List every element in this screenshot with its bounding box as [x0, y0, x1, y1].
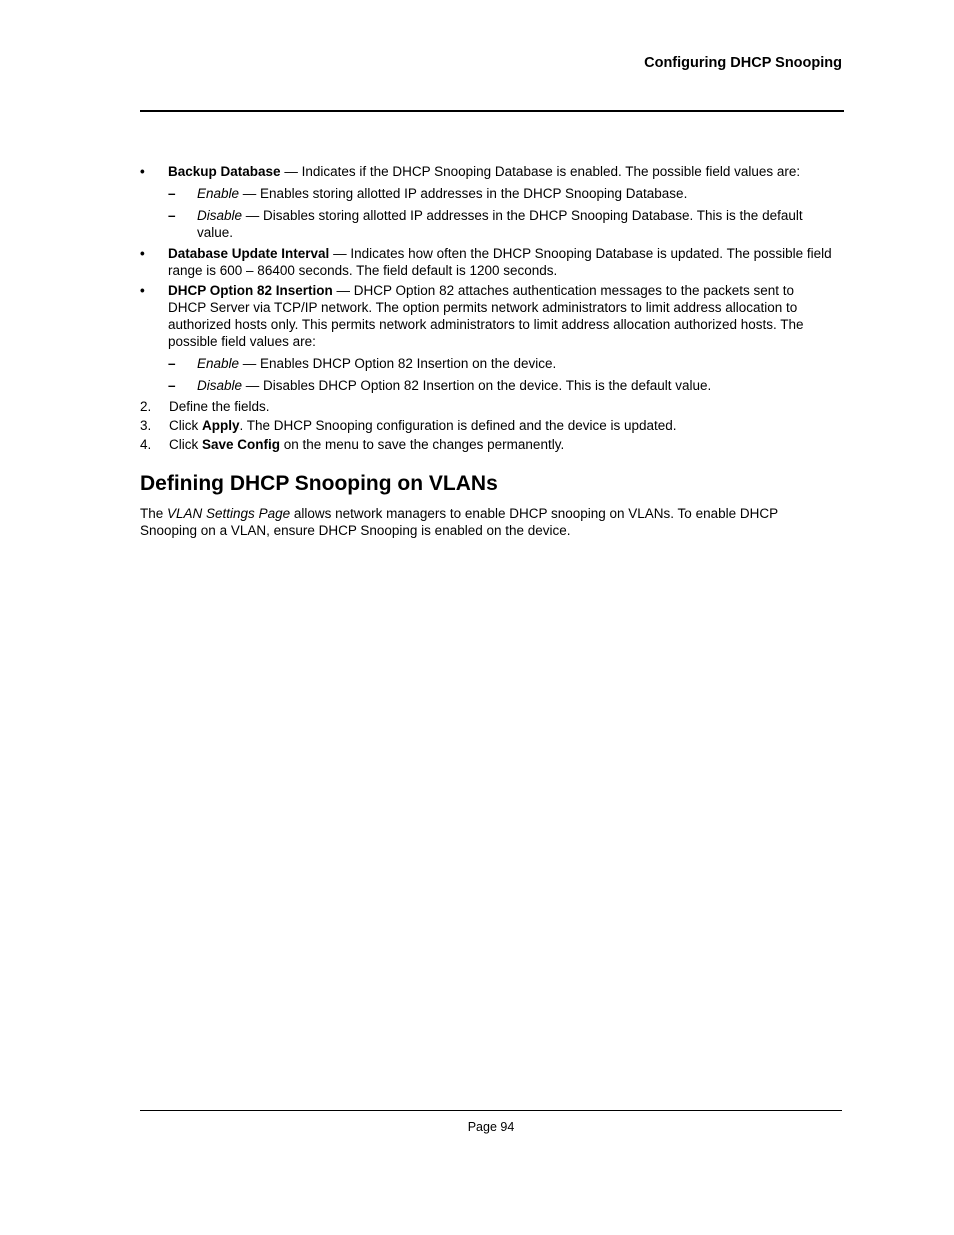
step-number: 4. [140, 437, 152, 452]
field-term: DHCP Option 82 Insertion [168, 283, 333, 298]
value-description: — Enables DHCP Option 82 Insertion on the device. [239, 356, 557, 371]
value-term: Enable [197, 186, 240, 201]
page-reference: VLAN Settings Page [167, 506, 291, 521]
dash-marker: – [168, 356, 176, 371]
paragraph-text: The [140, 506, 168, 521]
bullet-marker: • [140, 283, 145, 298]
value-term: Disable [197, 378, 243, 393]
step-bold: Save Config [202, 437, 281, 452]
step-text-tail: on the menu to save the changes permanently. [280, 437, 565, 452]
field-description-dhcp-option-82 [140, 282, 835, 394]
step-text-tail: . The DHCP Snooping configuration is defined and the device is updated. [239, 418, 677, 433]
step-item [140, 398, 835, 415]
step-text: Click [169, 418, 202, 433]
page-number: Page 94 [467, 1120, 515, 1134]
footer-rule [140, 1110, 842, 1111]
value-option-enable [140, 185, 835, 202]
step-item [140, 417, 835, 434]
field-description-database-update-interval [140, 245, 835, 279]
value-option-disable [140, 377, 835, 394]
dash-marker: – [168, 378, 176, 393]
value-description: — Disables storing allotted IP addresses in the DHCP Snooping Database. This is the default value. [197, 208, 803, 240]
field-description-text: — Indicates if the DHCP Snooping Database is enabled. The possible field values are: [280, 164, 801, 179]
value-term: Enable [197, 356, 240, 371]
field-term: Database Update Interval [168, 246, 330, 261]
field-description-text: — DHCP Option 82 attaches authentication messages to the packets sent to DHCP Server via TCP/IP network. The option permits network administrators to limit address allocation to authorized hosts only. This permits network administrators to limit address allocation authorized hosts. The possible field values are: [168, 283, 804, 349]
bullet-marker: • [140, 246, 145, 261]
value-description: — Disables DHCP Option 82 Insertion on the device. This is the default value. [242, 378, 712, 393]
page-content [140, 163, 835, 539]
field-description-text: — Indicates how often the DHCP Snooping Database is updated. The possible field range is 600 – 86400 seconds. The field default is 1200 seconds. [168, 246, 832, 278]
dash-marker: – [168, 208, 176, 223]
field-term: Backup Database [168, 164, 281, 179]
value-option-enable [140, 355, 835, 372]
dash-marker: – [168, 186, 176, 201]
field-description-backup-database [140, 163, 835, 241]
step-number: 2. [140, 399, 152, 414]
value-term: Disable [197, 208, 243, 223]
running-header: Configuring DHCP Snooping [644, 55, 842, 71]
section-paragraph [140, 505, 835, 539]
step-item [140, 436, 835, 453]
step-text: Define the fields. [169, 399, 270, 414]
header-rule [140, 110, 844, 112]
section-heading: Defining DHCP Snooping on VLANs [140, 472, 498, 495]
paragraph-text-tail: allows network managers to enable DHCP snooping on VLANs. To enable DHCP Snooping on a VLAN, ensure DHCP Snooping is enabled on the device. [140, 506, 778, 538]
bullet-marker: • [140, 164, 145, 179]
step-number: 3. [140, 418, 152, 433]
value-option-disable [140, 207, 835, 241]
value-description: — Enables storing allotted IP addresses in the DHCP Snooping Database. [239, 186, 688, 201]
step-text: Click [169, 437, 202, 452]
step-bold: Apply [202, 418, 240, 433]
